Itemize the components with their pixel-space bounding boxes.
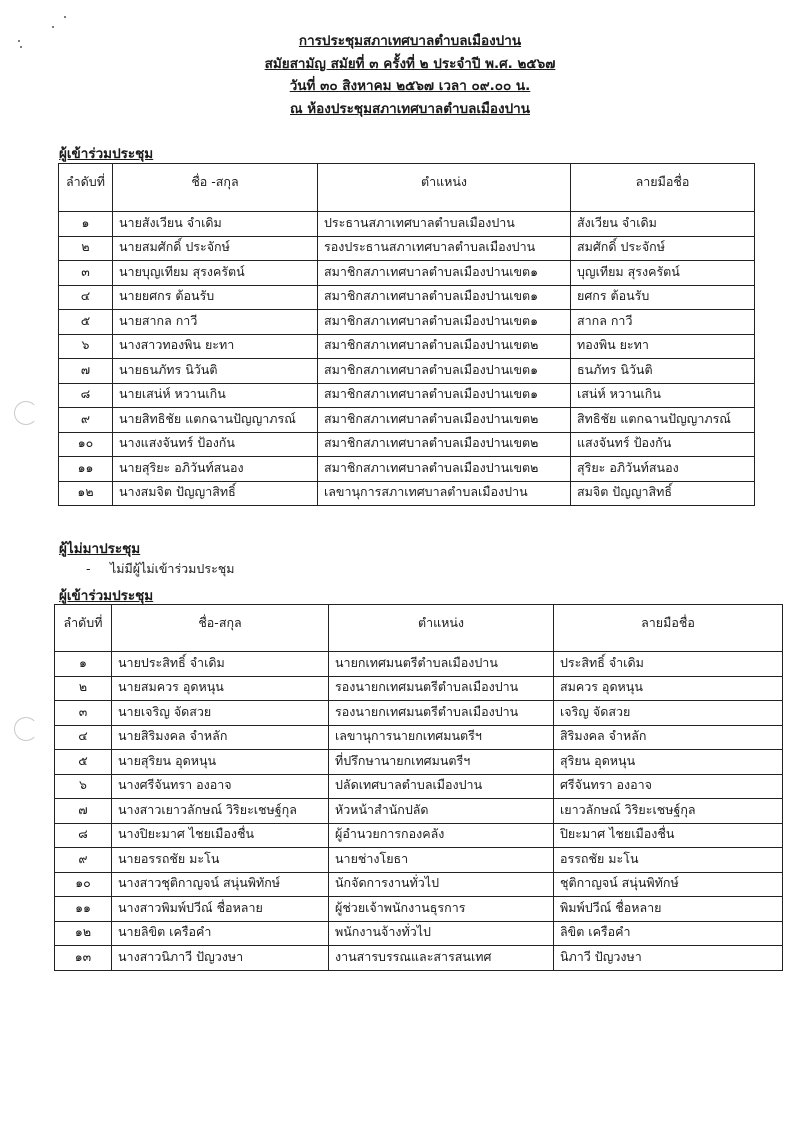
member-signature: สิริมงคล จำหลัก: [554, 725, 783, 750]
col-header-no: ลำดับที่: [55, 605, 112, 652]
table-row: [59, 432, 755, 457]
member-position: สมาชิกสภาเทศบาลตำบลเมืองปานเขต๑: [318, 261, 571, 286]
row-number: ๓: [59, 261, 113, 286]
table-row: [55, 676, 783, 701]
row-number: ๔: [55, 725, 112, 750]
row-number: ๑๐: [59, 432, 113, 457]
member-position: เลขานุการนายกเทศมนตรีฯ: [329, 725, 554, 750]
member-name: นายสังเวียน จำเดิม: [113, 212, 318, 237]
meeting-header: [200, 30, 620, 120]
table-row: [55, 897, 783, 922]
table-row: [59, 334, 755, 359]
member-name: นายเจริญ จัดสวย: [112, 701, 329, 726]
member-position: นักจัดการงานทั่วไป: [329, 872, 554, 897]
row-number: ๑๑: [55, 897, 112, 922]
table-row: [55, 799, 783, 824]
member-signature: ลิขิต เครือคำ: [554, 921, 783, 946]
punch-hole-shadow: [14, 401, 38, 425]
member-name: นางสาวพิมพ์ปวีณ์ ชื่อหลาย: [112, 897, 329, 922]
table-row: [59, 408, 755, 433]
member-position: สมาชิกสภาเทศบาลตำบลเมืองปานเขต๒: [318, 457, 571, 482]
member-position: งานสารบรรณและสารสนเทศ: [329, 946, 554, 971]
member-position: สมาชิกสภาเทศบาลตำบลเมืองปานเขต๒: [318, 408, 571, 433]
session-line: สมัยสามัญ สมัยที่ ๓ ครั้งที่ ๒ ประจำปี พ.ศ. ๒๕๖๗: [264, 55, 556, 72]
member-signature: เจริญ จัดสวย: [554, 701, 783, 726]
row-number: ๘: [55, 823, 112, 848]
row-number: ๗: [55, 799, 112, 824]
member-signature: ชุติกาญจน์ สนุ่นพิทักษ์: [554, 872, 783, 897]
member-signature: ประสิทธิ์ จำเดิม: [554, 652, 783, 677]
table-row: [55, 921, 783, 946]
member-signature: บุญเทียม สุรงครัตน์: [571, 261, 755, 286]
col-header-name: ชื่อ -สกุล: [113, 164, 318, 212]
member-position: หัวหน้าสำนักปลัด: [329, 799, 554, 824]
member-name: นายสุริยน อุดหนุน: [112, 750, 329, 775]
table-row: [59, 261, 755, 286]
member-name: นางสาวชุติกาญจน์ สนุ่นพิทักษ์: [112, 872, 329, 897]
row-number: ๑: [55, 652, 112, 677]
absent-section-heading: ผู้ไม่มาประชุม: [59, 541, 141, 557]
table-row: [55, 774, 783, 799]
council-attendance-table: [58, 163, 755, 506]
row-number: ๑๒: [55, 921, 112, 946]
table-header-row: [55, 605, 783, 652]
member-name: นายธนภัทร นิวันติ: [113, 359, 318, 384]
member-name: นายอรรถชัย มะโน: [112, 848, 329, 873]
table-row: [55, 701, 783, 726]
member-signature: ธนภัทร นิวันติ: [571, 359, 755, 384]
row-number: ๒: [55, 676, 112, 701]
member-signature: สากล กาวี: [571, 310, 755, 335]
member-name: นายสมควร อุดหนุน: [112, 676, 329, 701]
member-position: สมาชิกสภาเทศบาลตำบลเมืองปานเขต๒: [318, 334, 571, 359]
member-signature: อรรถชัย มะโน: [554, 848, 783, 873]
member-name: นางปิยะมาศ ไชยเมืองชื่น: [112, 823, 329, 848]
row-number: ๗: [59, 359, 113, 384]
row-number: ๔: [59, 285, 113, 310]
member-position: สมาชิกสภาเทศบาลตำบลเมืองปานเขต๑: [318, 383, 571, 408]
member-position: รองนายกเทศมนตรีตำบลเมืองปาน: [329, 701, 554, 726]
row-number: ๕: [59, 310, 113, 335]
row-number: ๑๓: [55, 946, 112, 971]
table-row: [55, 946, 783, 971]
table-row: [55, 725, 783, 750]
table-row: [59, 383, 755, 408]
row-number: ๖: [59, 334, 113, 359]
member-signature: เสน่ห์ หวานเกิน: [571, 383, 755, 408]
member-name: นายบุญเทียม สุรงครัตน์: [113, 261, 318, 286]
member-position: ที่ปรึกษานายกเทศมนตรีฯ: [329, 750, 554, 775]
row-number: ๙: [55, 848, 112, 873]
absent-note-text: ไม่มีผู้ไม่เข้าร่วมประชุม: [110, 561, 235, 576]
member-signature: นิภาวี ปัญวงษา: [554, 946, 783, 971]
member-signature: สุริยะ อภิวันท์สนอง: [571, 457, 755, 482]
date-time-line: วันที่ ๓๐ สิงหาคม ๒๕๖๗ เวลา ๐๙.๐๐ น.: [289, 78, 531, 94]
table-row: [59, 481, 755, 506]
member-position: ปลัดเทศบาลตำบลเมืองปาน: [329, 774, 554, 799]
col-header-name: ชื่อ-สกุล: [112, 605, 329, 652]
row-number: ๑: [59, 212, 113, 237]
punch-hole-shadow: [14, 717, 38, 741]
staff-table-body: [55, 652, 783, 971]
member-name: นายยศกร ต้อนรับ: [113, 285, 318, 310]
member-signature: เยาวลักษณ์ วิริยะเชษฐ์กุล: [554, 799, 783, 824]
meeting-title: การประชุมสภาเทศบาลตำบลเมืองปาน: [298, 33, 522, 49]
member-signature: สิทธิชัย แตกฉานปัญญาภรณ์: [571, 408, 755, 433]
member-signature: แสงจันทร์ ป้องกัน: [571, 432, 755, 457]
table-row: [59, 285, 755, 310]
council-section-heading: ผู้เข้าร่วมประชุม: [59, 146, 154, 162]
member-name: นางสาวเยาวลักษณ์ วิริยะเชษฐ์กุล: [112, 799, 329, 824]
row-number: ๑๑: [59, 457, 113, 482]
row-number: ๖: [55, 774, 112, 799]
member-signature: สังเวียน จำเดิม: [571, 212, 755, 237]
table-row: [55, 652, 783, 677]
row-number: ๑๐: [55, 872, 112, 897]
member-signature: สมจิต ปัญญาสิทธิ์: [571, 481, 755, 506]
table-row: [55, 848, 783, 873]
member-name: นายสมศักดิ์ ประจักษ์: [113, 236, 318, 261]
table-row: [59, 310, 755, 335]
staff-section-heading: ผู้เข้าร่วมประชุม: [59, 588, 154, 604]
table-row: [55, 823, 783, 848]
row-number: ๙: [59, 408, 113, 433]
member-position: นายช่างโยธา: [329, 848, 554, 873]
member-name: นายสิริมงคล จำหลัก: [112, 725, 329, 750]
member-name: นางสาวทองพิน ยะทา: [113, 334, 318, 359]
member-signature: ศรีจันทรา องอาจ: [554, 774, 783, 799]
row-number: ๑๒: [59, 481, 113, 506]
member-name: นายเสน่ห์ หวานเกิน: [113, 383, 318, 408]
council-table-body: [59, 212, 755, 506]
member-position: รองนายกเทศมนตรีตำบลเมืองปาน: [329, 676, 554, 701]
member-signature: ทองพิน ยะทา: [571, 334, 755, 359]
member-signature: สุริยน อุดหนุน: [554, 750, 783, 775]
member-name: นางศรีจันทรา องอาจ: [112, 774, 329, 799]
member-name: นายประสิทธิ์ จำเดิม: [112, 652, 329, 677]
row-number: ๒: [59, 236, 113, 261]
absent-dash: -: [86, 561, 91, 576]
member-position: ประธานสภาเทศบาลตำบลเมืองปาน: [318, 212, 571, 237]
member-name: นายสุริยะ อภิวันท์สนอง: [113, 457, 318, 482]
row-number: ๓: [55, 701, 112, 726]
member-position: พนักงานจ้างทั่วไป: [329, 921, 554, 946]
member-position: ผู้ช่วยเจ้าพนักงานธุรการ: [329, 897, 554, 922]
member-signature: ปิยะมาศ ไชยเมืองชื่น: [554, 823, 783, 848]
venue-line: ณ ห้องประชุมสภาเทศบาลตำบลเมืองปาน: [290, 100, 530, 117]
member-name: นางสมจิต ปัญญาสิทธิ์: [113, 481, 318, 506]
member-position: สมาชิกสภาเทศบาลตำบลเมืองปานเขต๑: [318, 359, 571, 384]
table-row: [59, 457, 755, 482]
col-header-signature: ลายมือชื่อ: [571, 164, 755, 212]
table-row: [59, 212, 755, 237]
table-row: [59, 359, 755, 384]
col-header-position: ตำแหน่ง: [329, 605, 554, 652]
member-name: นายสากล กาวี: [113, 310, 318, 335]
table-row: [55, 750, 783, 775]
member-position: นายกเทศมนตรีตำบลเมืองปาน: [329, 652, 554, 677]
member-name: นายลิขิต เครือคำ: [112, 921, 329, 946]
member-position: สมาชิกสภาเทศบาลตำบลเมืองปานเขต๑: [318, 285, 571, 310]
member-signature: สมควร อุดหนุน: [554, 676, 783, 701]
absent-note: [86, 559, 235, 579]
table-header-row: [59, 164, 755, 212]
member-position: สมาชิกสภาเทศบาลตำบลเมืองปานเขต๑: [318, 310, 571, 335]
member-position: รองประธานสภาเทศบาลตำบลเมืองปาน: [318, 236, 571, 261]
member-position: ผู้อำนวยการกองคลัง: [329, 823, 554, 848]
member-name: นายสิทธิชัย แตกฉานปัญญาภรณ์: [113, 408, 318, 433]
staff-attendance-table: [54, 604, 783, 971]
member-position: เลขานุการสภาเทศบาลตำบลเมืองปาน: [318, 481, 571, 506]
member-signature: ยศกร ต้อนรับ: [571, 285, 755, 310]
member-name: นางสาวนิภาวี ปัญวงษา: [112, 946, 329, 971]
member-position: สมาชิกสภาเทศบาลตำบลเมืองปานเขต๒: [318, 432, 571, 457]
col-header-no: ลำดับที่: [59, 164, 113, 212]
col-header-signature: ลายมือชื่อ: [554, 605, 783, 652]
member-signature: พิมพ์ปวีณ์ ชื่อหลาย: [554, 897, 783, 922]
table-row: [55, 872, 783, 897]
table-row: [59, 236, 755, 261]
member-name: นางแสงจันทร์ ป้องกัน: [113, 432, 318, 457]
col-header-position: ตำแหน่ง: [318, 164, 571, 212]
row-number: ๘: [59, 383, 113, 408]
member-signature: สมศักดิ์ ประจักษ์: [571, 236, 755, 261]
row-number: ๕: [55, 750, 112, 775]
